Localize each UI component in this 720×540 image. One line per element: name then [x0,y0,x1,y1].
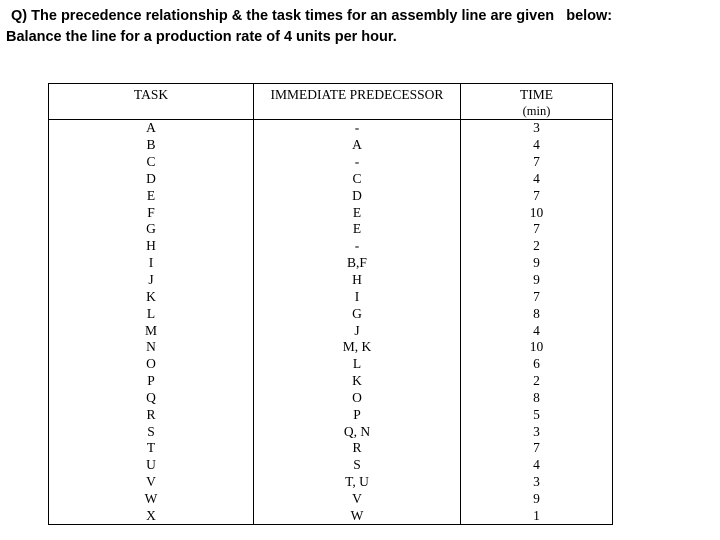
task-cell: T [49,440,254,457]
time-cell: 10 [461,339,613,356]
time-cell: 9 [461,272,613,289]
task-cell: G [49,221,254,238]
table-row [49,507,613,524]
precedence-table [48,83,613,525]
table-row [49,154,613,171]
task-cell: J [49,272,254,289]
task-cell: D [49,171,254,188]
time-cell: 1 [461,507,613,524]
table-row [49,272,613,289]
predecessor-cell: A [254,137,461,154]
task-cell: N [49,339,254,356]
task-cell: S [49,423,254,440]
table-row [49,457,613,474]
time-cell: 9 [461,491,613,508]
task-cell: U [49,457,254,474]
predecessor-cell: L [254,356,461,373]
predecessor-cell: C [254,171,461,188]
table-row [49,120,613,137]
time-cell: 4 [461,137,613,154]
task-cell: V [49,474,254,491]
time-cell: 4 [461,171,613,188]
table-row [49,137,613,154]
time-cell: 8 [461,305,613,322]
table-row [49,305,613,322]
predecessor-cell: - [254,238,461,255]
time-cell: 7 [461,154,613,171]
predecessor-cell: - [254,154,461,171]
table-row [49,356,613,373]
task-cell: Q [49,390,254,407]
table-body [49,120,613,525]
table-row [49,373,613,390]
header-predecessor [254,84,461,120]
predecessor-cell: M, K [254,339,461,356]
time-cell: 7 [461,187,613,204]
header-time-unit: (min) [522,104,551,118]
task-cell: K [49,288,254,305]
task-cell: B [49,137,254,154]
time-cell: 2 [461,238,613,255]
header-task-label: TASK [133,87,169,102]
predecessor-cell: V [254,491,461,508]
predecessor-cell: E [254,221,461,238]
header-predecessor-label: IMMEDIATE PREDECESSOR [270,87,444,102]
question-text [6,6,711,48]
time-cell: 7 [461,288,613,305]
question-line-1: Q) The precedence relationship & the task times for an assembly line are given below: [11,8,613,24]
predecessor-cell: P [254,406,461,423]
table-row [49,288,613,305]
predecessor-cell: S [254,457,461,474]
task-cell: C [49,154,254,171]
predecessor-cell: K [254,373,461,390]
task-cell: P [49,373,254,390]
header-time [461,84,613,120]
task-cell: H [49,238,254,255]
table-row [49,238,613,255]
time-cell: 3 [461,474,613,491]
predecessor-cell: G [254,305,461,322]
table-row [49,187,613,204]
time-cell: 10 [461,204,613,221]
table-row [49,322,613,339]
time-cell: 8 [461,390,613,407]
task-cell: E [49,187,254,204]
header-task [49,84,254,120]
predecessor-cell: D [254,187,461,204]
task-cell: I [49,255,254,272]
predecessor-cell: O [254,390,461,407]
time-cell: 6 [461,356,613,373]
task-cell: W [49,491,254,508]
table-row [49,423,613,440]
table-row [49,474,613,491]
time-cell: 7 [461,221,613,238]
table-row [49,221,613,238]
time-cell: 4 [461,457,613,474]
task-cell: O [49,356,254,373]
task-cell: M [49,322,254,339]
task-cell: A [49,120,254,137]
time-cell: 4 [461,322,613,339]
time-cell: 9 [461,255,613,272]
table-header-row [49,84,613,120]
predecessor-cell: R [254,440,461,457]
predecessor-cell: B,F [254,255,461,272]
predecessor-cell: I [254,288,461,305]
time-cell: 7 [461,440,613,457]
header-time-label: TIME [520,87,553,102]
task-cell: R [49,406,254,423]
predecessor-cell: E [254,204,461,221]
table-row [49,406,613,423]
task-cell: L [49,305,254,322]
table-row [49,491,613,508]
predecessor-cell: T, U [254,474,461,491]
table-row [49,171,613,188]
table-row [49,204,613,221]
time-cell: 3 [461,423,613,440]
task-cell: X [49,507,254,524]
table-row [49,339,613,356]
table-row [49,440,613,457]
predecessor-cell: J [254,322,461,339]
table-row [49,255,613,272]
time-cell: 5 [461,406,613,423]
predecessor-cell: - [254,120,461,137]
predecessor-cell: Q, N [254,423,461,440]
question-line-2: Balance the line for a production rate of 4 units per hour. [6,29,397,45]
table-row [49,390,613,407]
predecessor-cell: W [254,507,461,524]
time-cell: 3 [461,120,613,137]
predecessor-cell: H [254,272,461,289]
time-cell: 2 [461,373,613,390]
task-cell: F [49,204,254,221]
